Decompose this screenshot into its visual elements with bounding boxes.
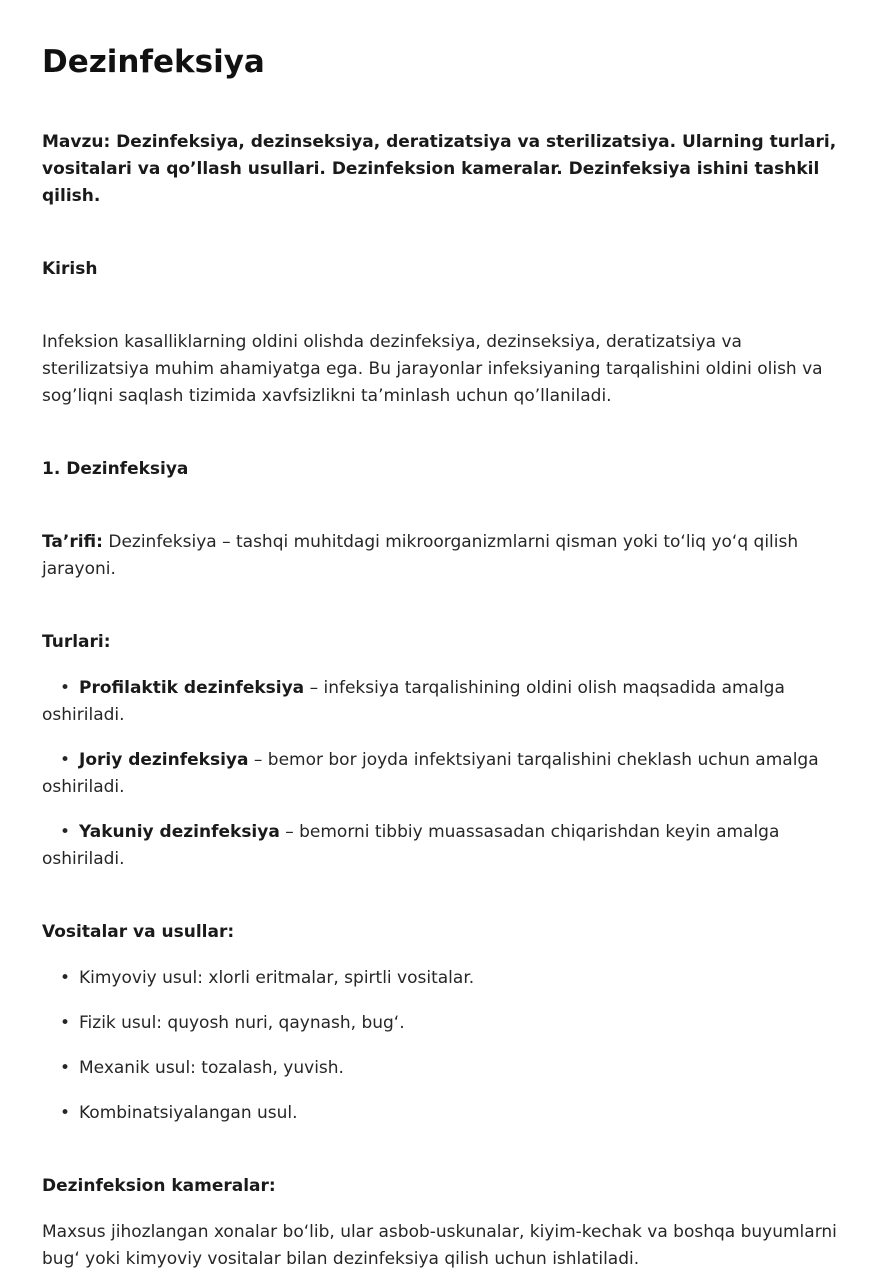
methods-heading: Vositalar va usullar: — [42, 922, 235, 942]
list-item — [42, 965, 852, 992]
document-title: Dezinfeksiya — [42, 44, 265, 80]
list-item — [42, 1055, 852, 1082]
intro-heading: Kirish — [42, 259, 98, 279]
list-item — [42, 819, 852, 873]
spacer — [42, 801, 852, 819]
spacer — [42, 483, 852, 529]
bullet-icon: • — [60, 1103, 71, 1123]
list-item-term: Profilaktik dezinfeksiya — [79, 678, 305, 698]
spacer — [42, 583, 852, 629]
spacer — [42, 1082, 852, 1100]
list-item-desc: – bemor bor joyda infektsiyani tarqalishini cheklash uchun amalga oshiriladi. — [42, 750, 819, 797]
list-item-term: Yakuniy dezinfeksiya — [79, 822, 280, 842]
list-item-text: Mexanik usul: tozalash, yuvish. — [79, 1058, 344, 1078]
chambers-heading: Dezinfeksion kameralar: — [42, 1176, 276, 1196]
intro-paragraph: Infeksion kasalliklarning oldini olishda dezinfeksiya, dezinseksiya, deratizatsiya va sterilizatsiya muhim ahamiyatga ega. Bu jarayonlar infeksiyaning tarqalishini oldini olish va sog’liqni saqlash tizimida xavfsizlikni ta’minlash uchun qo’llaniladi. — [42, 332, 823, 406]
spacer — [42, 1037, 852, 1055]
list-item — [42, 1010, 852, 1037]
spacer — [42, 946, 852, 965]
list-item-text: Kimyoviy usul: xlorli eritmalar, spirtli vositalar. — [79, 968, 475, 988]
bullet-icon: • — [60, 678, 71, 698]
spacer — [42, 873, 852, 919]
bullet-icon: • — [60, 968, 71, 988]
topic-line: Mavzu: Dezinfeksiya, dezinseksiya, deratizatsiya va sterilizatsiya. Ularning turlari, vositalari va qo’llash usullari. Dezinfeksion kameralar. Dezinfeksiya ishini tashkil qilish. — [42, 132, 837, 206]
list-item — [42, 747, 852, 801]
definition-text: Dezinfeksiya – tashqi muhitdagi mikroorganizmlarni qisman yoki to‘liq yo‘q qilish jarayoni. — [42, 532, 799, 579]
bullet-icon: • — [60, 1013, 71, 1033]
spacer — [42, 410, 852, 456]
spacer — [42, 1127, 852, 1173]
spacer — [42, 992, 852, 1010]
list-item-term: Joriy dezinfeksiya — [79, 750, 249, 770]
bullet-icon: • — [60, 1058, 71, 1078]
spacer — [42, 1200, 852, 1219]
list-item — [42, 1100, 852, 1127]
list-item-desc: – bemorni tibbiy muassasadan chiqarishdan keyin amalga oshiriladi. — [42, 822, 780, 869]
bullet-icon: • — [60, 822, 71, 842]
spacer — [42, 656, 852, 675]
list-item-text: Kombinatsiyalangan usul. — [79, 1103, 298, 1123]
spacer — [42, 210, 852, 256]
definition-label: Ta’rifi: — [42, 532, 103, 552]
list-item — [42, 675, 852, 729]
spacer — [42, 283, 852, 329]
definition-paragraph — [42, 529, 852, 583]
list-item-desc: – infeksiya tarqalishining oldini olish maqsadida amalga oshiriladi. — [42, 678, 785, 725]
types-heading: Turlari: — [42, 632, 111, 652]
chambers-paragraph: Maxsus jihozlangan xonalar bo‘lib, ular asbob-uskunalar, kiyim-kechak va boshqa buyumlarni bug‘ yoki kimyoviy vositalar bilan dezinfeksiya qilish uchun ishlatiladi. — [42, 1222, 837, 1269]
spacer — [42, 729, 852, 747]
section-1-heading: 1. Dezinfeksiya — [42, 459, 189, 479]
bullet-icon: • — [60, 750, 71, 770]
list-item-text: Fizik usul: quyosh nuri, qaynash, bug‘. — [79, 1013, 405, 1033]
